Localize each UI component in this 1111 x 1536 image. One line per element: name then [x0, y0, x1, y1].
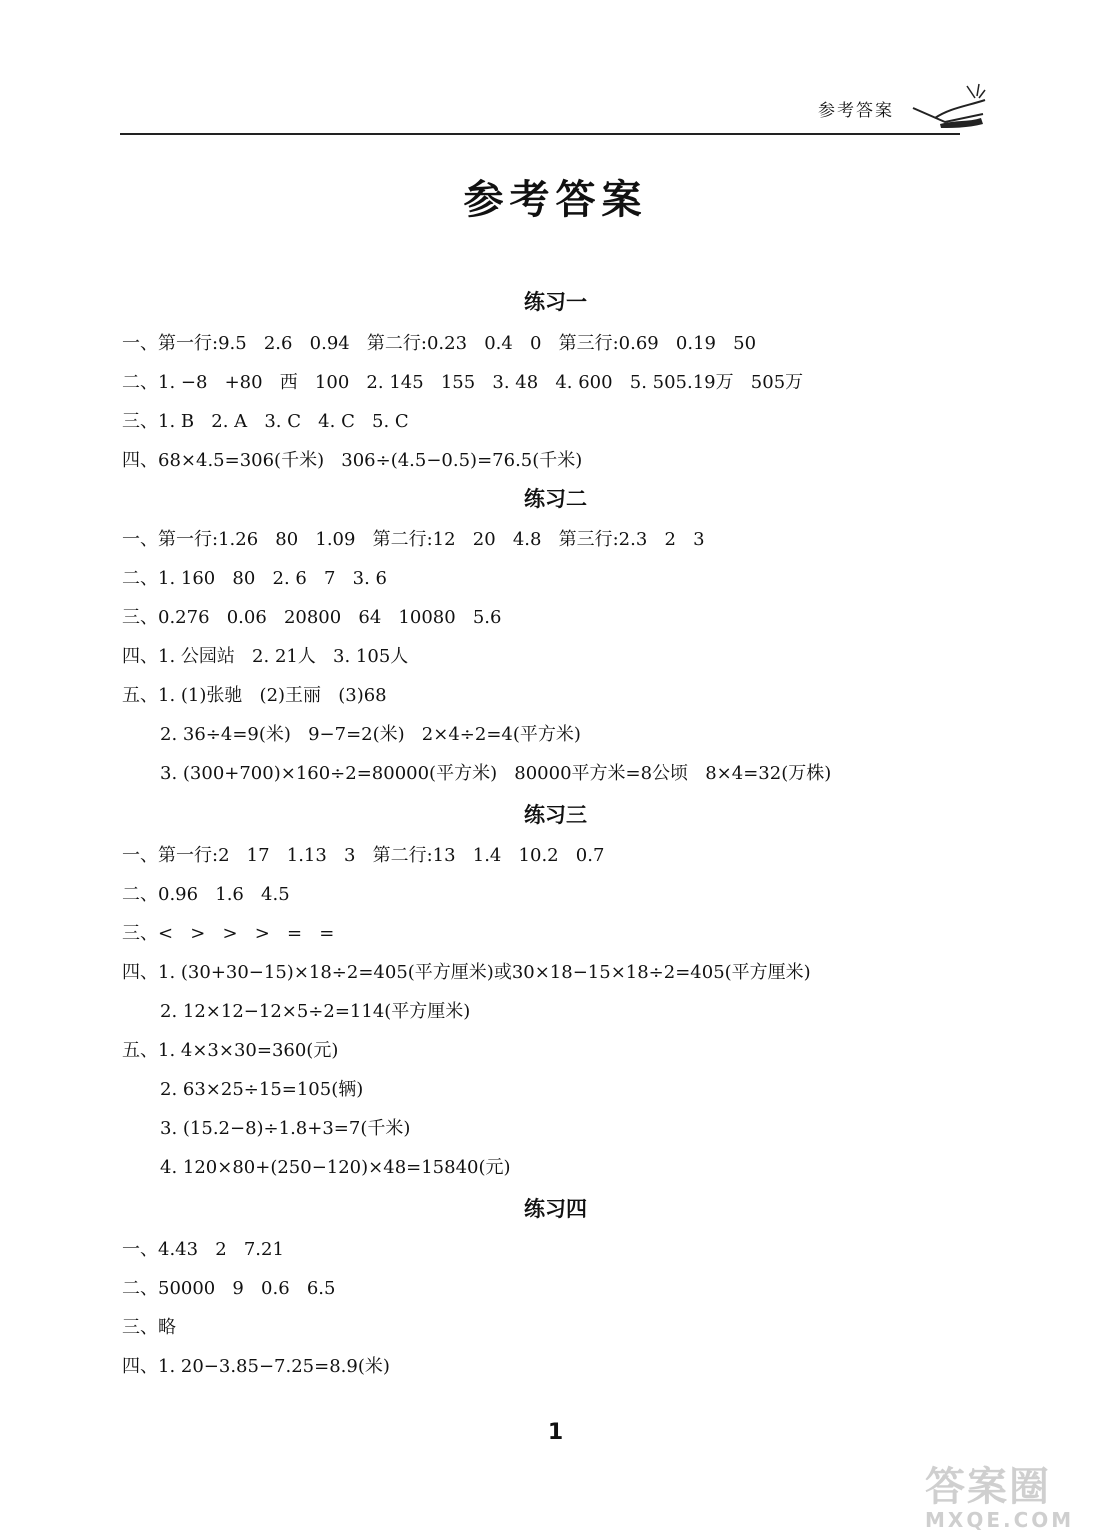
watermark-logo: 答案圈	[925, 1464, 1051, 1510]
answer-line: 二、0.96 1.6 4.5	[122, 884, 290, 905]
answer-line: 一、第一行:1.26 80 1.09 第二行:12 20 4.8 第三行:2.3 2 3	[122, 529, 705, 550]
section-title: 练习四	[524, 1197, 587, 1221]
answer-line: 五、1. 4×3×30=360(元)	[122, 1040, 339, 1061]
answer-line: 三、1. B 2. A 3. C 4. C 5. C	[122, 411, 409, 432]
answer-line: 二、1. 160 80 2. 6 7 3. 6	[122, 568, 387, 589]
answer-line: 三、< > > > = =	[122, 923, 335, 944]
answer-line: 3. (15.2−8)÷1.8+3=7(千米)	[160, 1118, 411, 1139]
answer-line: 五、1. (1)张驰 (2)王丽 (3)68	[122, 685, 387, 706]
answer-line: 三、0.276 0.06 20800 64 10080 5.6	[122, 607, 502, 628]
book-pen-icon	[905, 78, 995, 138]
section-title: 练习一	[524, 290, 587, 314]
answer-line: 3. (300+700)×160÷2=80000(平方米) 80000平方米=8公顷 8×4=32(万株)	[160, 763, 832, 784]
header-rule	[120, 133, 960, 135]
watermark	[925, 1455, 1100, 1530]
answer-line: 三、略	[122, 1317, 176, 1338]
answer-line: 四、1. 20−3.85−7.25=8.9(米)	[122, 1356, 390, 1377]
header-label: 参考答案	[818, 101, 894, 121]
answer-line: 一、第一行:9.5 2.6 0.94 第二行:0.23 0.4 0 第三行:0.69 0.19 50	[122, 333, 757, 354]
answer-line: 二、1. −8 +80 西 100 2. 145 155 3. 48 4. 600 5. 505.19万 505万	[122, 372, 804, 393]
answer-line: 2. 63×25÷15=105(辆)	[160, 1079, 364, 1100]
answer-line: 一、4.43 2 7.21	[122, 1239, 284, 1260]
page-title: 参考答案	[463, 177, 648, 223]
page-number: 1	[547, 1420, 564, 1445]
answer-line: 二、50000 9 0.6 6.5	[122, 1278, 336, 1299]
answer-line: 四、1. (30+30−15)×18÷2=405(平方厘米)或30×18−15×18÷2=405(平方厘米)	[122, 962, 811, 983]
watermark-url: MXQE.COM	[925, 1508, 1075, 1532]
answer-line: 2. 12×12−12×5÷2=114(平方厘米)	[160, 1001, 471, 1022]
answer-line: 2. 36÷4=9(米) 9−7=2(米) 2×4÷2=4(平方米)	[160, 724, 581, 745]
answer-line: 四、1. 公园站 2. 21人 3. 105人	[122, 646, 409, 667]
section-title: 练习三	[524, 803, 587, 827]
answer-line: 四、68×4.5=306(千米) 306÷(4.5−0.5)=76.5(千米)	[122, 450, 583, 471]
answer-line: 一、第一行:2 17 1.13 3 第二行:13 1.4 10.2 0.7	[122, 845, 605, 866]
section-title: 练习二	[524, 487, 587, 511]
answer-line: 4. 120×80+(250−120)×48=15840(元)	[160, 1157, 511, 1178]
